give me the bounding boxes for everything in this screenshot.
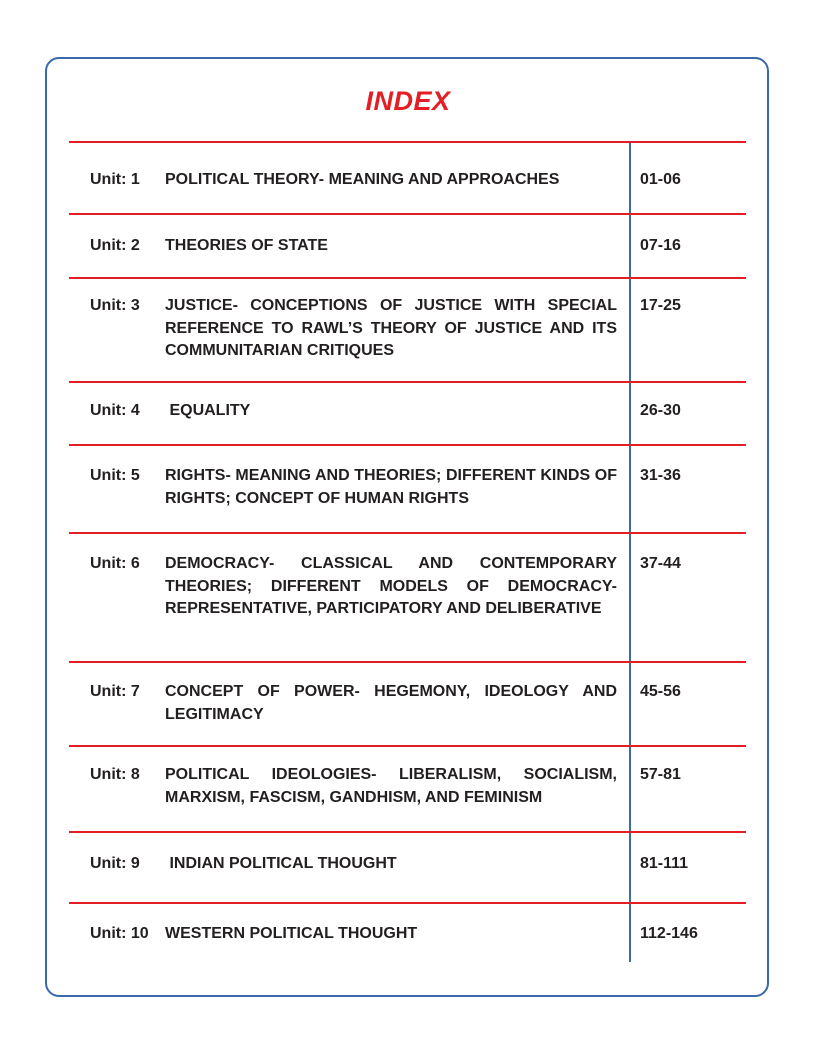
page-range: 45-56 [640,683,681,700]
unit-number: Unit: 2 [90,237,140,254]
index-title: INDEX [365,86,451,116]
unit-number: Unit: 10 [90,925,149,942]
page-column-divider [629,142,631,962]
row-divider [69,745,746,747]
row-divider [69,381,746,383]
unit-topic: THEORIES OF STATE [165,237,328,254]
page-range: 17-25 [640,297,681,314]
row-divider [69,661,746,663]
unit-topic: JUSTICE- CONCEPTIONS OF JUSTICE WITH SPECIAL REFERENCE TO RAWL’S THEORY OF JUSTICE AND ITS COMMUNITARIAN CRITIQUES [165,297,617,359]
page-range: 01-06 [640,171,681,188]
unit-topic: INDIAN POLITICAL THOUGHT [165,855,397,872]
unit-topic: CONCEPT OF POWER- HEGEMONY, IDEOLOGY AND LEGITIMACY [165,683,617,723]
unit-topic: EQUALITY [165,402,251,419]
unit-topic: POLITICAL THEORY- MEANING AND APPROACHES [165,171,560,188]
page-range: 112-146 [640,925,698,942]
row-divider [69,444,746,446]
unit-number: Unit: 8 [90,766,140,783]
row-divider [69,532,746,534]
page-range: 57-81 [640,766,681,783]
row-divider [69,213,746,215]
unit-number: Unit: 5 [90,467,140,484]
unit-topic: POLITICAL IDEOLOGIES- LIBERALISM, SOCIALISM, MARXISM, FASCISM, GANDHISM, AND FEMINISM [165,766,617,806]
row-divider [69,277,746,279]
unit-number: Unit: 7 [90,683,140,700]
page-range: 26-30 [640,402,681,419]
page-range: 07-16 [640,237,681,254]
row-divider [69,902,746,904]
row-divider [69,141,746,143]
unit-number: Unit: 3 [90,297,140,314]
page-range: 81-111 [640,855,689,872]
unit-number: Unit: 4 [90,402,140,419]
page-range: 37-44 [640,555,681,572]
unit-topic: WESTERN POLITICAL THOUGHT [165,925,418,942]
unit-number: Unit: 1 [90,171,140,188]
unit-topic: DEMOCRACY- CLASSICAL AND CONTEMPORARY THEORIES; DIFFERENT MODELS OF DEMOCRACY-REPRESENTATIVE, PARTICIPATORY AND DELIBERATIVE [165,555,617,617]
row-divider [69,831,746,833]
page-range: 31-36 [640,467,681,484]
unit-number: Unit: 9 [90,855,140,872]
unit-number: Unit: 6 [90,555,140,572]
unit-topic: RIGHTS- MEANING AND THEORIES; DIFFERENT KINDS OF RIGHTS; CONCEPT OF HUMAN RIGHTS [165,467,617,507]
